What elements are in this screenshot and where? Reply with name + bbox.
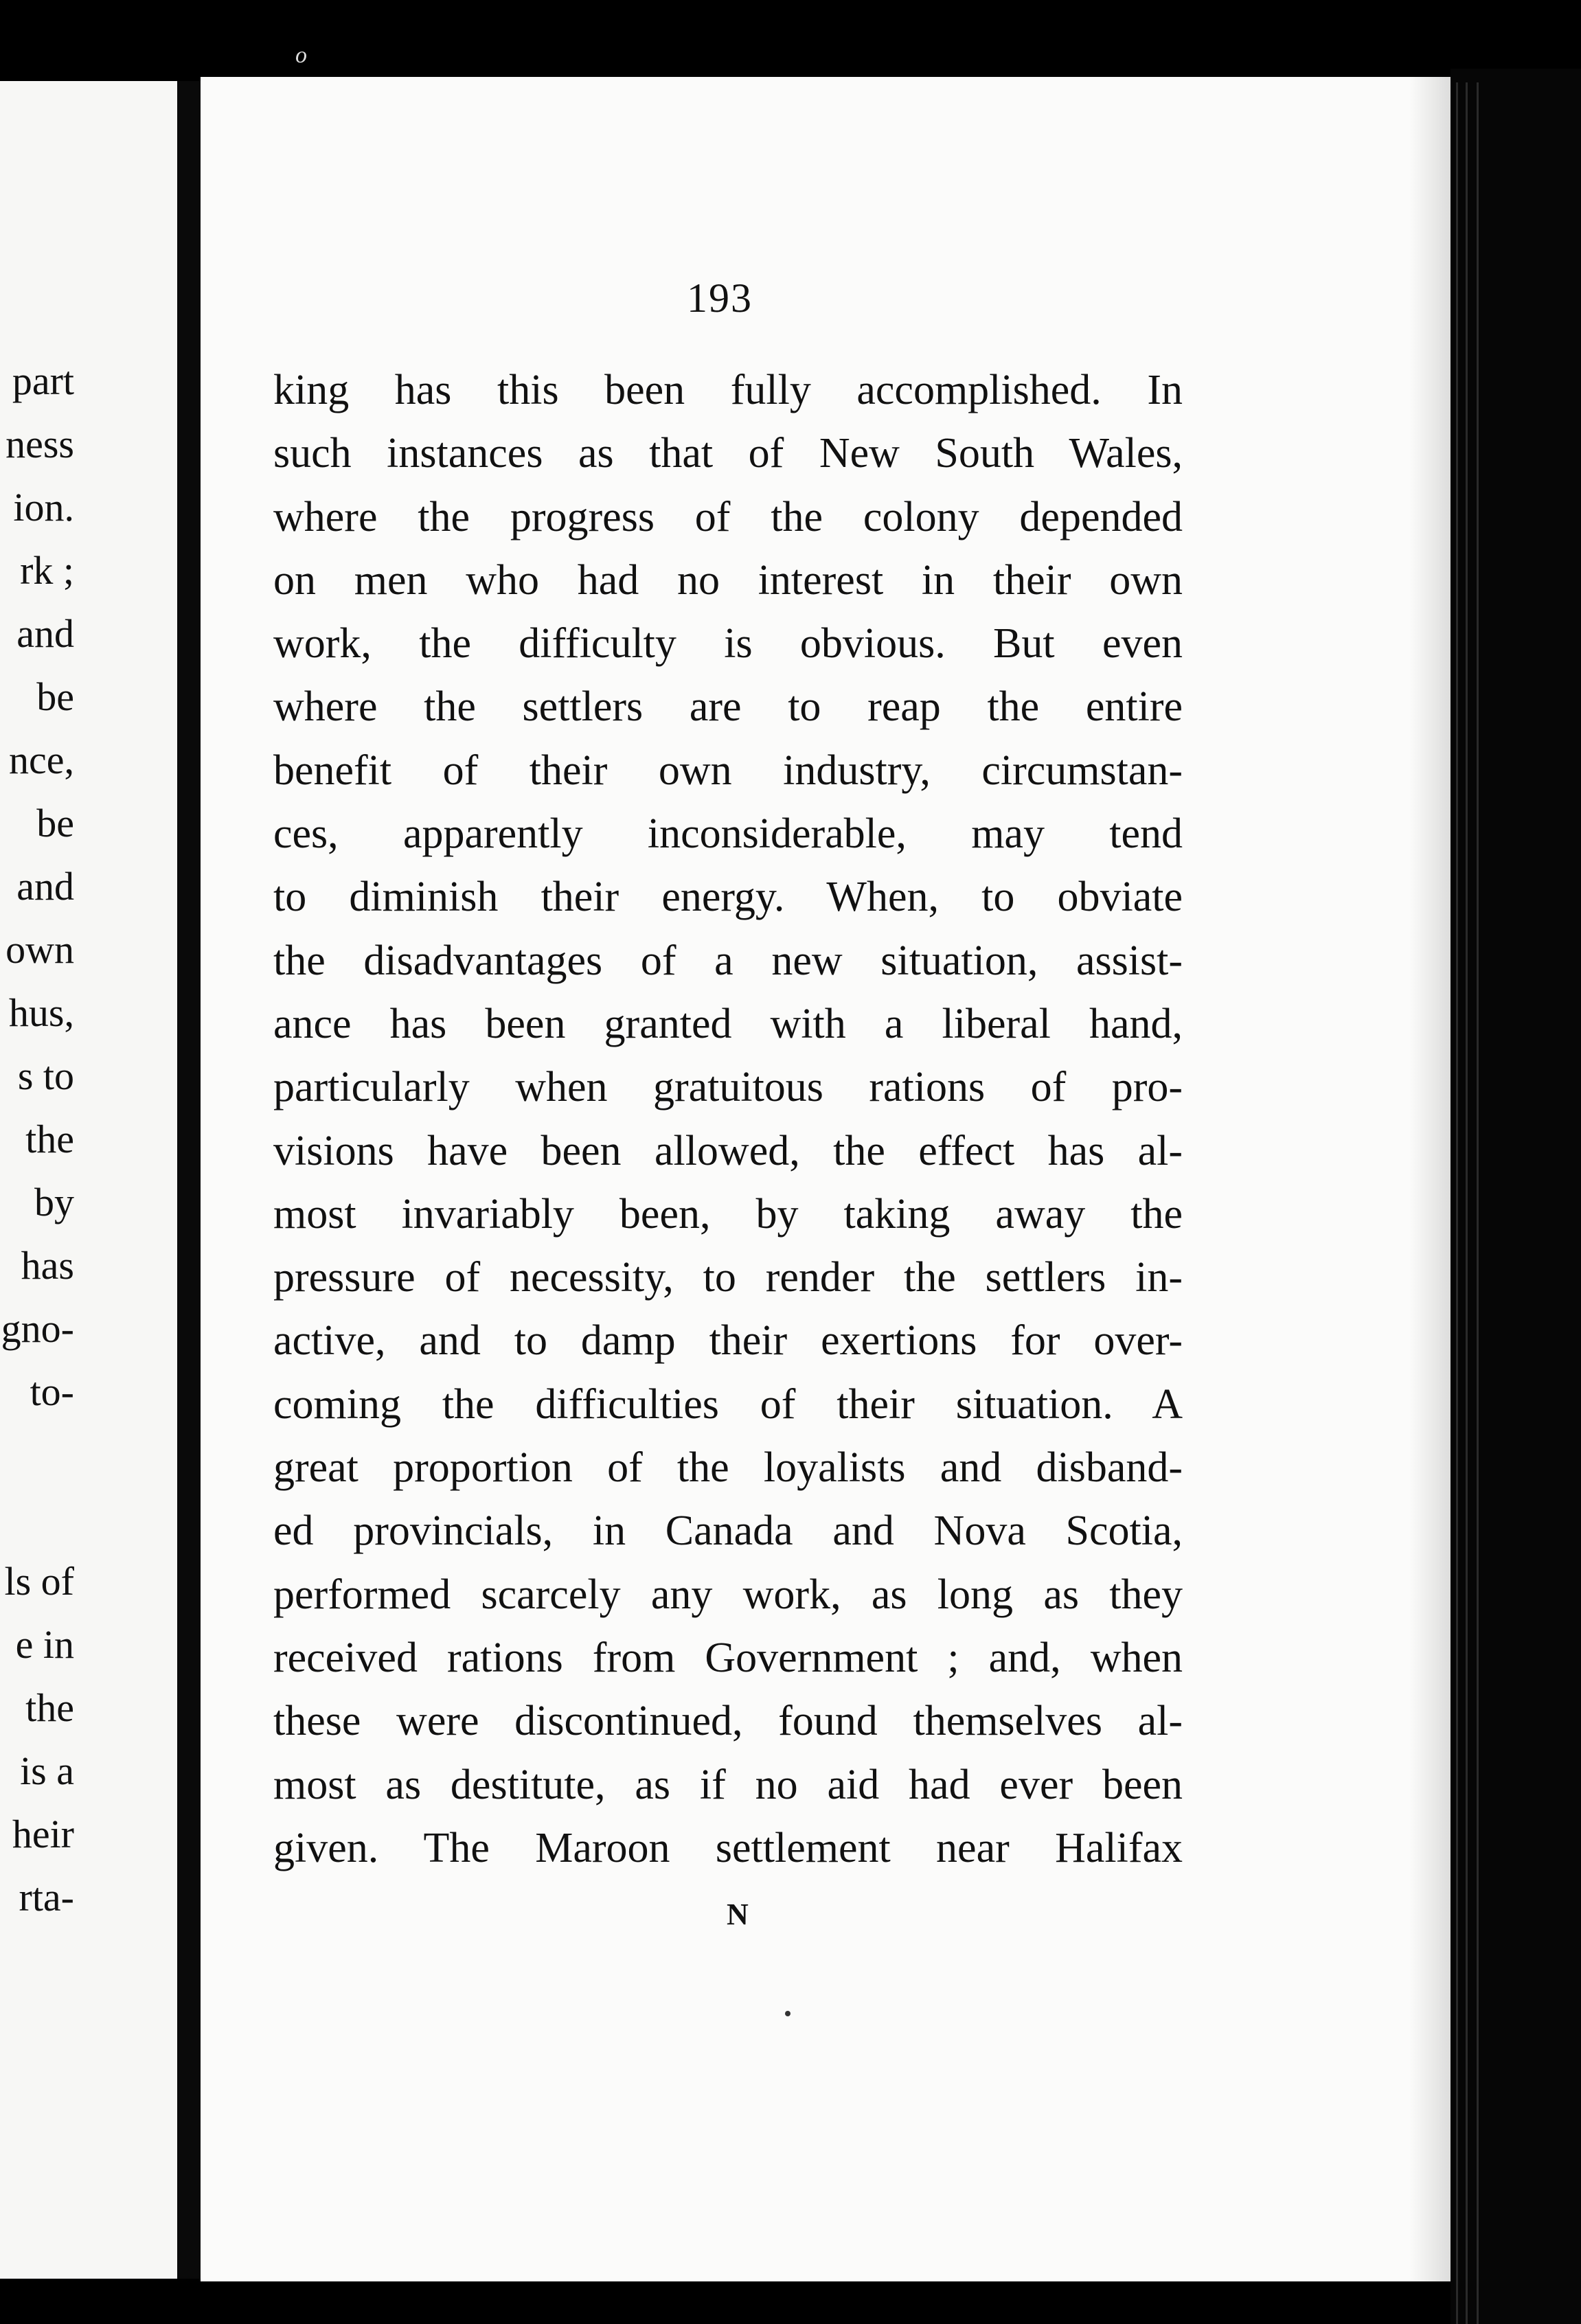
text-line: most as destitute, as if no aid had ever been <box>273 1761 1183 1808</box>
facing-page-line: be <box>36 801 74 845</box>
facing-page-line: and <box>16 611 74 656</box>
text-line: performed scarcely any work, as long as they <box>273 1571 1183 1618</box>
text-line: ed provincials, in Canada and Nova Scotia, <box>273 1507 1183 1555</box>
text-line: ance has been granted with a liberal hand, <box>273 1000 1183 1047</box>
text-line: visions have been allowed, the effect has al- <box>273 1127 1183 1174</box>
page-edge-line <box>1456 82 1458 2324</box>
facing-page-line: gno- <box>1 1306 74 1351</box>
facing-page-line: the <box>25 1685 74 1730</box>
facing-page-line: rk ; <box>20 548 74 593</box>
text-line: active, and to damp their exertions for over- <box>273 1317 1183 1365</box>
text-line: the disadvantages of a new situation, assist- <box>273 937 1183 984</box>
facing-page-fragment <box>0 81 177 2279</box>
page-shadow <box>1409 77 1451 2281</box>
ink-speck <box>785 2011 790 2016</box>
facing-page-line: e in <box>15 1622 74 1667</box>
text-line: great proportion of the loyalists and disband- <box>273 1444 1183 1492</box>
facing-page-line: nce, <box>9 738 74 782</box>
gutter <box>177 81 201 2279</box>
facing-page-line: be <box>36 674 74 719</box>
facing-page-line: ls of <box>4 1559 74 1604</box>
text-line: to diminish their energy. When, to obviate <box>273 874 1183 921</box>
facing-page-line: and <box>16 864 74 909</box>
facing-page-line: has <box>21 1243 74 1288</box>
text-line: pressure of necessity, to render the settlers in- <box>273 1254 1183 1301</box>
page-edge-line <box>1477 82 1479 2324</box>
signature-mark: N <box>727 1898 751 1931</box>
facing-page-line: heir <box>12 1812 74 1856</box>
text-line: benefit of their own industry, circumstan- <box>273 747 1183 794</box>
text-line: where the settlers are to reap the entire <box>273 683 1183 731</box>
text-line: these were discontinued, found themselves al- <box>273 1698 1183 1745</box>
facing-page-line: to- <box>30 1369 74 1414</box>
text-line: coming the difficulties of their situation. A <box>273 1380 1183 1428</box>
facing-page-line: own <box>5 927 74 972</box>
stray-mark: o <box>295 43 307 68</box>
facing-page-line: is a <box>20 1748 74 1793</box>
facing-page-line: ion. <box>13 485 74 529</box>
text-line: king has this been fully accomplished. In <box>273 367 1183 413</box>
facing-page-line: hus, <box>8 990 74 1035</box>
text-line: given. The Maroon settlement near Halifax <box>273 1824 1183 1871</box>
text-line: where the progress of the colony depended <box>273 493 1183 540</box>
page-edge-line <box>1466 82 1468 2324</box>
body-text <box>273 358 1183 1880</box>
text-line: most invariably been, by taking away the <box>273 1190 1183 1238</box>
facing-page-line: s to <box>17 1053 74 1098</box>
text-line: received rations from Government ; and, when <box>273 1634 1183 1681</box>
text-line: such instances as that of New South Wales, <box>273 430 1183 477</box>
facing-page-line: by <box>34 1180 74 1224</box>
page-number: 193 <box>687 275 753 321</box>
text-line: on men who had no interest in their own <box>273 556 1183 604</box>
text-line: ces, apparently inconsiderable, may tend <box>273 810 1183 858</box>
facing-page-line: the <box>25 1117 74 1161</box>
facing-page-line: rta- <box>19 1875 74 1919</box>
facing-page-line: part <box>12 358 74 403</box>
page-edges <box>1451 69 1581 2324</box>
facing-page-line: ness <box>5 422 74 466</box>
text-line: work, the difficulty is obvious. But even <box>273 620 1183 668</box>
text-line: particularly when gratuitous rations of pro- <box>273 1064 1183 1111</box>
